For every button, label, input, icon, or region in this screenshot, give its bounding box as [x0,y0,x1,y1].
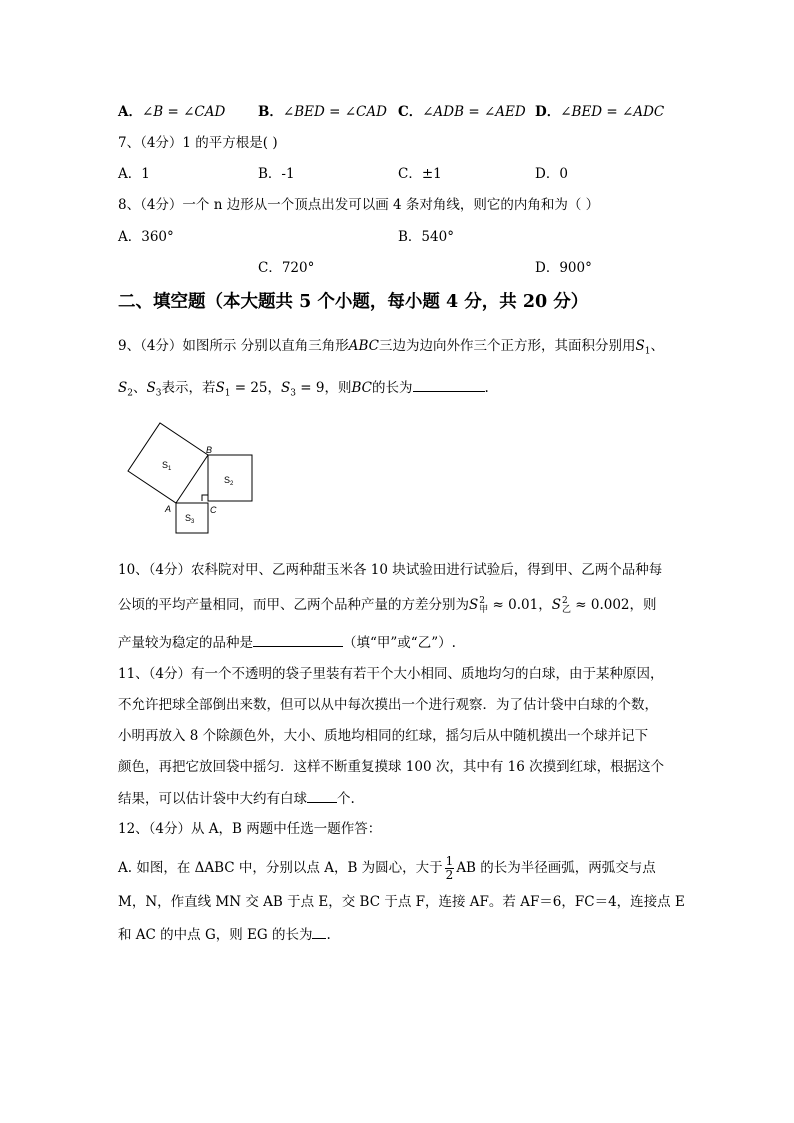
q10-answer-blank[interactable] [253,632,343,647]
q12-answer-blank[interactable] [312,924,326,939]
q7-stem: 7、（4分）1 的平方根是( ) [118,135,278,151]
q12-line2: M，N，作直线 MN 交 AB 于点 E，交 BC 于点 F，连接 AF。若 AF＝6，FC＝4，连接点 E [118,894,685,910]
q8-option-b: B．540° [398,229,454,245]
fraction-half: $\frac{1}{2}$ [445,854,454,882]
q9-answer-blank[interactable] [413,377,485,392]
q6-option-a: A．∠B = ∠CAD [118,104,226,120]
square-s3 [176,503,208,533]
label-s1: $S_1$ [162,460,172,472]
q7-option-d: D．0 [535,166,568,182]
q8-stem: 8、（4分）一个 n 边形从一个顶点出发可以画 4 条对角线，则它的内角和为（ ） [118,197,600,213]
q10-line1: 10、（4分）农科院对甲、乙两种甜玉米各 10 块试验田进行试验后，得到甲、乙两个品种每 [118,562,663,578]
q6-option-c: C．∠ADB = ∠AED [398,104,526,120]
section-title: 二、填空题（本大题共 5 个小题，每小题 4 分，共 20 分） [118,292,589,312]
q8-option-d: D．900° [535,260,592,276]
q7-option-a: A．1 [118,166,150,182]
q12-line3: 和 AC 的中点 G，则 EG 的长为 . [118,924,331,945]
q6-option-d: D．∠BED = ∠ADC [535,104,665,120]
q11-line1: 11、（4分）有一个不透明的袋子里装有若干个大小相同、质地均匀的白球，由于某种原因， [118,666,664,682]
q7-option-c: C．±1 [398,166,442,182]
q12-line1: A. 如图，在 ΔABC 中，分别以点 A，B 为圆心，大于 $\frac{1}{2}$ AB 的长为半径画弧，两弧交与点 [118,854,656,882]
right-angle-mark [202,495,208,501]
q9-line1: 9、（4分）如图所示 分别以直角三角形ABC三边为边向外作三个正方形，其面积分别用$S_1$、 [118,338,664,357]
q11-answer-blank[interactable] [307,788,337,803]
q11-line5: 结果，可以估计袋中大约有白球 个. [118,788,355,809]
label-s3: $S_3$ [185,513,195,525]
q11-line2: 不允许把球全部倒出来数，但可以从中每次摸出一个进行观察．为了估计袋中白球的个数， [118,697,658,713]
q11-line4: 颜色，再把它放回袋中摇匀．这样不断重复摸球 100 次，其中有 16 次摸到红球，根据这个 [118,759,665,775]
q10-line3: 产量较为稳定的品种是 （填“甲”或“乙”）. [118,632,456,653]
q8-option-c: C．720° [258,260,315,276]
q7-option-b: B．-1 [258,166,295,182]
label-b: B [206,445,213,455]
label-s2: $S_2$ [224,475,234,487]
label-a: A [165,504,172,514]
label-c: C [210,505,217,515]
q9-line2: $S_2$、$S_3$表示，若$S_1 = 25$，$S_3 = 9$，则BC的长为 . [118,377,489,404]
q10-line2: 公顷的平均产量相同，而甲、乙两个品种产量的方差分别为S 2 甲 ≈ 0.01，S 2 乙 ≈ 0.002，则 [118,595,657,615]
squares-figure [118,420,258,540]
q12-stem: 12、（4分）从 A，B 两题中任选一题作答： [118,821,382,837]
q11-line3: 小明再放入 8 个除颜色外，大小、质地均相同的红球，摇匀后从中随机摸出一个球并记下 [118,728,649,744]
q8-option-a: A．360° [118,229,174,245]
q6-option-b: B．∠BED = ∠CAD [258,104,387,120]
